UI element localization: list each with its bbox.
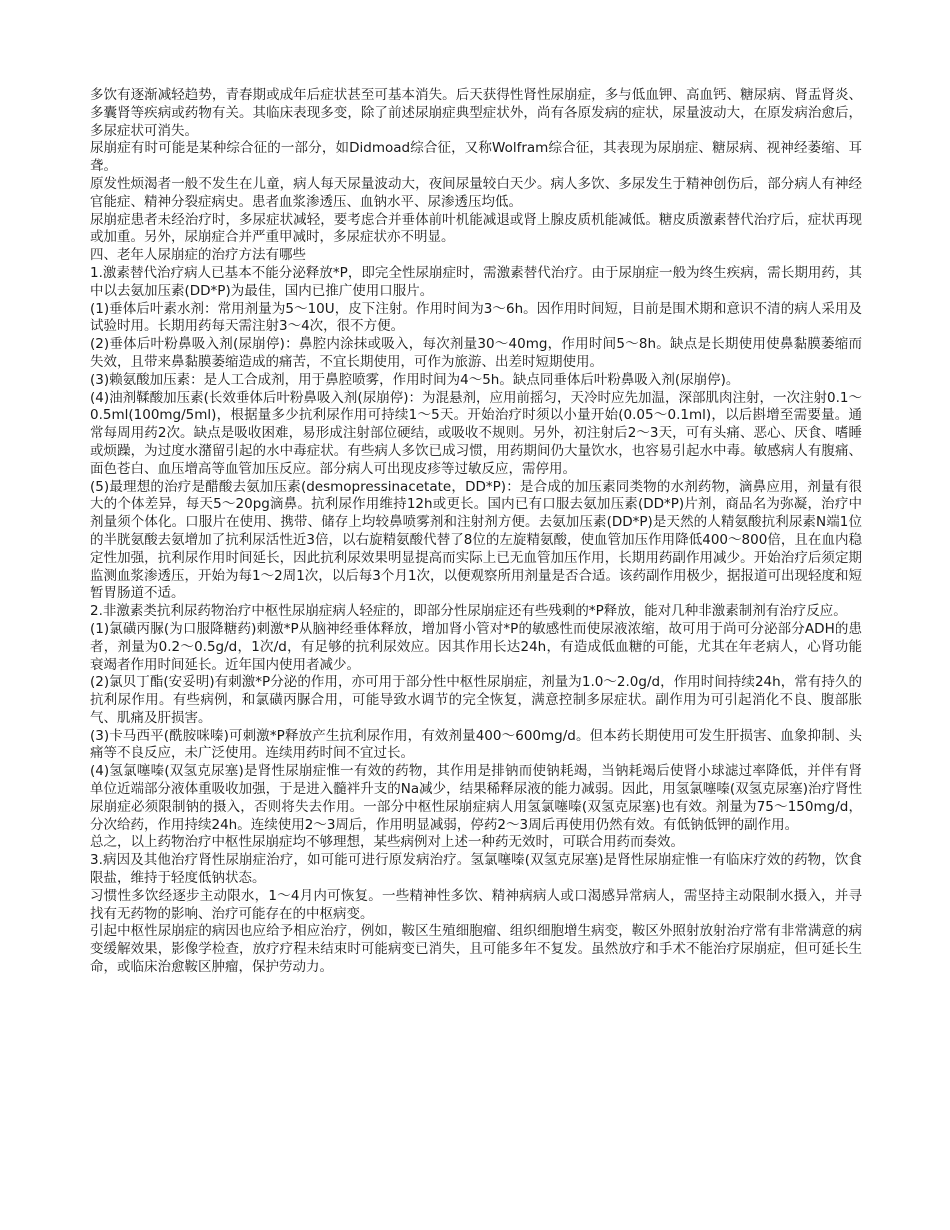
paragraph-lysine-vasopressin: (3)赖氨酸加压素：是人工合成剂，用于鼻腔喷雾，作用时间为4～5h。缺点同垂体后叶粉鼻吸入剂(尿崩停)。: [90, 371, 740, 388]
paragraph-chlorpropamide: (1)氯磺丙脲(为口服降糖药)刺激*P从脑神经垂体释放，增加肾小管对*P的敏感性而使尿液浓缩，故可用于尚可分泌部分ADH的患者，剂量为0.2～0.5g/d，1次/d，有足够的抗利尿效应。因其作用长达24h，有造成低血糖的可能，尤其在年老病人，心肾功能衰竭者作用时间延长。近年国内使用者减少。: [90, 620, 862, 673]
paragraph-tannate-vasopressin: (4)油剂鞣酸加压素(长效垂体后叶粉鼻吸入剂(尿崩停)：为混悬剂，应用前摇匀，天冷时应先加温，深部肌肉注射，一次注射0.1～0.5ml(100mg/5ml)，根据量多少抗利尿作用可持续1～5天。开始治疗时须以小量开始(0.05～0.1ml)，以后斟增至需要量。通常每周用药2次。缺点是吸收困难，易形成注射部位硬结，或吸收不规则。另外，初注射后2～3天，可有头痛、恶心、厌食、嗜睡或烦躁，为过度水潴留引起的水中毒症状。有些病人多饮已成习惯，用药期间仍大量饮水，也容易引起水中毒。敏感病人有腹痛、面色苍白、血压增高等血管加压反应。部分病人可出现皮疹等过敏反应，需停用。: [90, 389, 863, 477]
paragraph-hydrochlorothiazide: (4)氢氯噻嗪(双氢克尿塞)是肾性尿崩症惟一有效的药物，其作用是排钠而使钠耗竭，当钠耗竭后使肾小球滤过率降低，并伴有肾单位近端部分液体重吸收加强，于是进入髓袢升支的Na减少，结果稀释尿液的能力减弱。因此，用氢氯噻嗪(双氢克尿塞)治疗肾性尿崩症必须限制钠的摄入，否则将失去作用。一部分中枢性尿崩症病人用氢氯噻嗪(双氢克尿塞)也有效。剂量为75～150mg/d，分次给药，作用持续24h。连续使用2～3周后，作用明显减弱，停药2～3周后再使用仍然有效。有低钠低钾的副作用。: [90, 763, 862, 833]
paragraph-primary-polydipsia: 原发性烦渴者一般不发生在儿童，病人每天尿量波动大，夜间尿量较白天少。病人多饮、多尿发生于精神创伤后，部分病人有神经官能症、精神分裂症病史。患者血浆渗透压、血钠水平、尿渗透压均低。: [90, 175, 862, 210]
paragraph-wolfram-syndrome: 尿崩症有时可能是某种综合征的一部分，如Didmoad综合征，又称Wolfram综合征，其表现为尿崩症、糖尿病、视神经萎缩、耳聋。: [90, 140, 862, 175]
section-heading-treatment: 四、老年人尿崩症的治疗方法有哪些: [90, 247, 306, 264]
paragraph-central-cause-treatment: 引起中枢性尿崩症的病因也应给予相应治疗，例如，鞍区生殖细胞瘤、组织细胞增生病变，鞍区外照射放射治疗常有非常满意的病变缓解效果，影像学检查，放疗疗程未结束时可能病变已消失，且可能多年不复发。虽然放疗和手术不能治疗尿崩症，但可延长生命，或临床治愈鞍区肿瘤，保护劳动力。: [90, 923, 862, 976]
paragraph-habitual-polydipsia: 习惯性多饮经逐步主动限水，1～4月内可恢复。一些精神性多饮、精神病病人或口渴感异常病人，需坚持主动限制水摄入，并寻找有无药物的影响、治疗可能存在的中枢病变。: [90, 887, 862, 922]
paragraph-carbamazepine: (3)卡马西平(酰胺咪嗪)可刺激*P释放产生抗利尿作用，有效剂量400～600mg/d。但本药长期使用可发生肝损害、血象抑制、头痛等不良反应，未广泛使用。连续用药时间不宜过长。: [90, 727, 862, 762]
paragraph-continuation-acquired-nephrogenic: 多饮有逐渐减轻趋势，青春期或成年后症状甚至可基本消失。后天获得性肾性尿崩症，多与低血钾、高血钙、糖尿病、肾盂肾炎、多囊肾等疾病或药物有关。其临床表现多变，除了前述尿崩症典型症状外，尚有各原发病的症状，尿量波动大，在原发病治愈后，多尿症状可消失。: [90, 87, 862, 139]
paragraph-clofibrate: (2)氯贝丁酯(安妥明)有刺激*P分泌的作用，亦可用于部分性中枢性尿崩症，剂量为1.0～2.0g/d，作用时间持续24h，常有持久的抗利尿作用。有些病例，和氯磺丙脲合用，可能导致水调节的完全恢复，满意控制多尿症状。副作用为可引起消化不良、腹部胀气、肌痛及肝损害。: [90, 674, 863, 726]
paragraph-untreated-symptoms: 尿崩症患者未经治疗时，多尿症状减轻，要考虑合并垂体前叶机能减退或肾上腺皮质机能减低。糖皮质激素替代治疗后，症状再现或加重。另外，尿崩症合并严重甲减时，多尿症状亦不明显。: [90, 211, 862, 246]
paragraph-nasal-powder: (2)垂体后叶粉鼻吸入剂(尿崩停)：鼻腔内涂抹或吸入，每次剂量30～40mg，作用时间5～8h。缺点是长期使用使鼻黏膜萎缩而失效，且带来鼻黏膜萎缩造成的痛苦，不宜长期使用，可作为旅游、出差时短期使用。: [90, 336, 862, 370]
paragraph-etiology-treatment: 3.病因及其他治疗肾性尿崩症治疗，如可能可进行原发病治疗。氢氯噻嗪(双氢克尿塞)是肾性尿崩症惟一有临床疗效的药物，饮食限盐，维持于轻度低钠状态。: [90, 852, 862, 887]
paragraph-pituitrin-injection: (1)垂体后叶素水剂：常用剂量为5～10U，皮下注射。作用时间为3～6h。因作用时间短，目前是围术期和意识不清的病人采用及试验时用。长期用药每天需注射3～4次，很不方便。: [90, 300, 862, 335]
paragraph-summary: 总之，以上药物治疗中枢性尿崩症均不够理想，某些病例对上述一种药无效时，可联合用药而奏效。: [90, 834, 684, 851]
paragraph-hormone-replacement: 1.激素替代治疗病人已基本不能分泌释放*P，即完全性尿崩症时，需激素替代治疗。由于尿崩症一般为终生疾病，需长期用药，其中以去氨加压素(DD*P)为最佳，国内已推广使用口服片。: [90, 264, 862, 299]
paragraph-non-hormonal-drugs: 2.非激素类抗利尿药物治疗中枢性尿崩症病人轻症的，即部分性尿崩症还有些残剩的*P释放，能对几种非激素制剂有治疗反应。: [90, 603, 847, 620]
document-page: [90, 87, 862, 977]
paragraph-desmopressin: (5)最理想的治疗是醋酸去氨加压素(desmopressinacetate，DD*P)：是合成的加压素同类物的水剂药物，滴鼻应用，剂量有很大的个体差异，每天5～20pg滴鼻。抗利尿作用维持12h或更长。国内已有口服去氨加压素(DD*P)片剂，商品名为弥凝，治疗中剂量须个体化。口服片在使用、携带、储存上均较鼻喷雾剂和注射剂方便。去氨加压素(DD*P)是天然的人精氨酸抗利尿素N端1位的半胱氨酸去氨增加了抗利尿活性近3倍，以右旋精氨酸代替了8位的左旋精氨酸，使血管加压作用降低400～800倍，且在血内稳定性加强，抗利尿作用时间延长，因此抗利尿效果明显提高而实际上已无血管加压作用，长期用药副作用减少。开始治疗后须定期监测血浆渗透压，开始为每1～2周1次，以后每3个月1次，以便观察所用剂量是否合适。该药副作用极少，据报道可出现轻度和短暂胃肠道不适。: [90, 478, 862, 602]
